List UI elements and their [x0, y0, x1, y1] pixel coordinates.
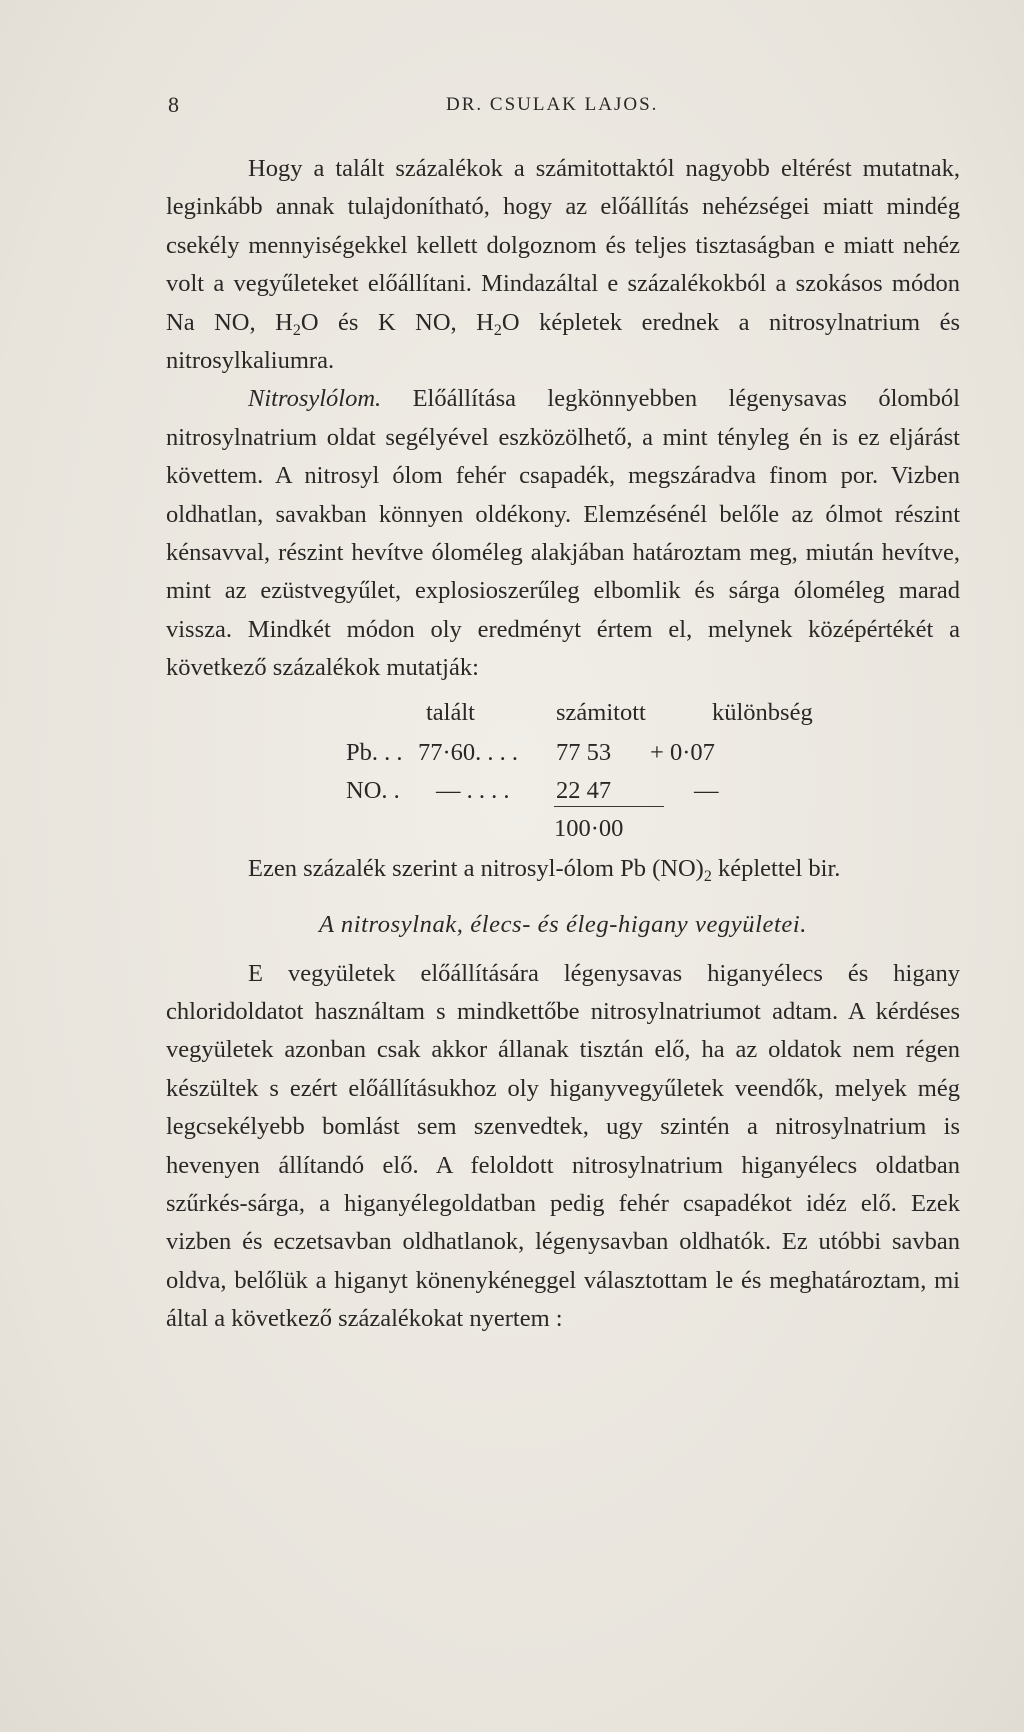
paragraph-4-text: E vegyületek előállítására légenysavas higanyélecs és higany chloridoldatot használtam s mindkettőbe nitrosylnatriumot adtam. A kérdéses vegyületek azonban csak akkor állanak tisztán elő, ha az oldatok nem régen készültek s ezért előállításukhoz oly higanyvegyűletek veendők, melyek még legcsekélyebb bomlást sem szenvedtek, ugy szintén a nitrosylnatrium is hevenyen állítandó elő. A feloldott nitrosylnatrium higanyélecs oldatban szűrkés-sárga, a higanyélegoldatban pedig fehér csapadékot idéz elő. Ezek vizben és eczetsavban oldhatlanok, légenysavban oldhatók. Ez utóbbi savban oldva, belőlük a higanyt könenykéneggel választottam le és meghatároztam, mi által a következő százalékokat nyertem : — [166, 959, 960, 1333]
percentage-table — [166, 690, 960, 848]
formula-line-a: Na NO, H — [166, 308, 293, 336]
row-calc: 77 53 — [556, 738, 612, 766]
paragraph-1 — [166, 150, 960, 380]
paragraph-3 — [166, 850, 960, 888]
row-label: Pb. . . — [346, 738, 403, 766]
sum-rule — [554, 806, 664, 807]
row-found: 77·60. . . . — [418, 738, 519, 766]
subscript-2c: 2 — [703, 867, 712, 885]
page-number: 8 — [168, 92, 179, 117]
section-title: A nitrosylnak, élecs- és éleg-higany vegyületei. — [319, 911, 807, 939]
row-diff: + 0·07 — [650, 738, 715, 766]
paragraph-2 — [166, 380, 960, 687]
subscript-2b: 2 — [493, 321, 502, 339]
header-talalt: talált — [426, 698, 475, 726]
body-text — [166, 150, 960, 1339]
subscript-2a: 2 — [292, 321, 301, 339]
paragraph-4 — [166, 955, 960, 1339]
header-szamitott: számitott — [556, 698, 646, 726]
row-found: — . . . . — [436, 776, 510, 804]
paragraph-3-text: Ezen százalék szerint a nitrosyl-ólom Pb (NO) — [248, 854, 704, 882]
paragraph-2-heading: Nitrosylólom. — [248, 385, 382, 413]
page-header — [168, 92, 968, 124]
header-kulonbseg: különbség — [712, 698, 813, 726]
paragraph-2-text: Előállítása legkönnyebben légenysavas ólomból nitrosylnatrium oldat segélyével eszközölhető, a mint tényleg én is ez eljárást követtem. A nitrosyl ólom fehér csapadék, megszáradva finom por. Vizben oldhatlan, savakban könnyen oldékony. Elemzésénél belőle az ólmot részint kénsavval, részint hevítve óloméleg alakjában határoztam meg, miután hevítve, mint az ezüstvegyűlet, explosioszerűleg elbomlik és sárga óloméleg marad vissza. Mindkét módon oly eredményt értem el, melynek középértékét a következő százalékok mutatják: — [166, 385, 960, 682]
formula-line-b: O és K NO, H — [300, 308, 494, 336]
paragraph-1-text: Hogy a talált százalékok a számitottaktól nagyobb eltérést mutatnak, leginkább annak tulajdonítható, hogy az előállítás nehézségei miatt mindég csekély mennyiségekkel kellett dolgoznom és teljes tisztaságban e miatt nehéz volt a vegyűleteket előállítani. Mindazáltal e százalékokból a szokásos módon — [166, 155, 960, 298]
row-diff: — — [694, 776, 719, 804]
row-label: NO. . — [346, 776, 400, 804]
paragraph-3-end: képlettel bir. — [711, 854, 841, 882]
formula-line-c: O képletek erednek a nitrosylnatrium és nitrosylkaliumra. — [166, 308, 961, 375]
row-total: 100·00 — [554, 814, 624, 842]
row-calc: 22 47 — [556, 776, 612, 804]
running-head: DR. CSULAK LAJOS. — [446, 94, 659, 115]
